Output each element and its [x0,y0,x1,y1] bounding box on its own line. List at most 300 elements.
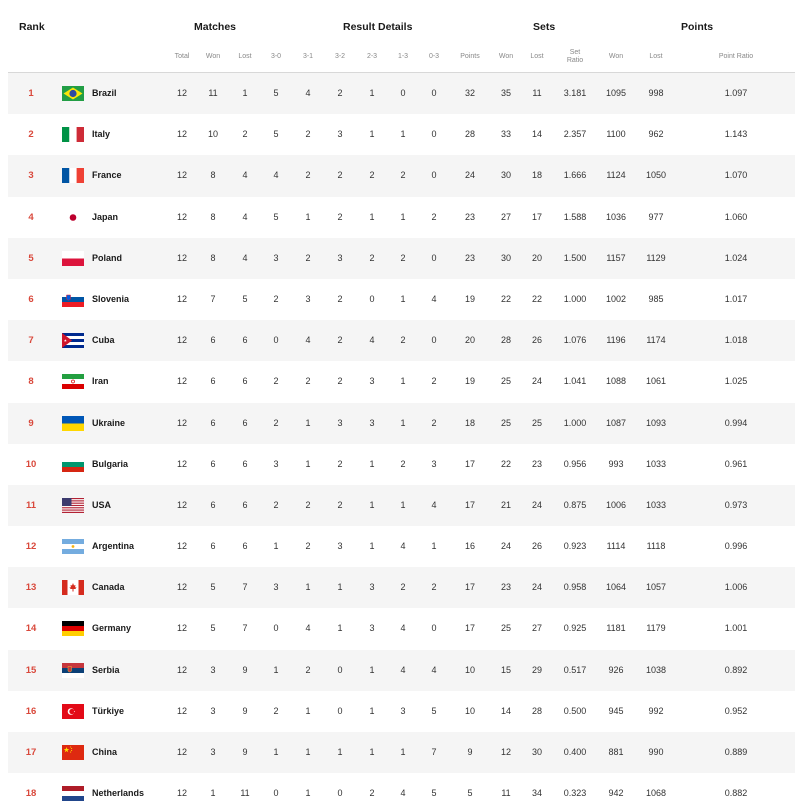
pts-lost-cell: 985 [648,293,664,304]
points-cell: 20 [464,335,476,346]
pts-lost-cell: 1057 [645,582,667,593]
sets-won-cell: 28 [500,335,512,346]
r30-cell: 3 [273,458,279,469]
lost-cell: 6 [242,458,248,469]
canada-flag-icon [62,580,84,595]
r03-cell: 3 [431,458,437,469]
col-points-lost[interactable]: Lost [649,53,663,60]
team-name[interactable]: Poland [92,252,123,263]
rank-header[interactable]: Rank [19,21,45,33]
sets-won-cell: 30 [500,170,512,181]
total-cell: 12 [176,88,188,98]
r31-cell: 4 [305,335,311,346]
sets-lost-cell: 26 [531,541,543,552]
set-ratio-cell: 1.000 [563,293,587,304]
r23-cell: 1 [369,747,375,757]
pts-won-cell: 945 [608,705,624,716]
set-ratio-cell: 0.323 [563,788,587,799]
sets-lost-cell: 24 [531,376,543,387]
pts-lost-cell: 998 [648,88,664,98]
pts-lost-cell: 1129 [646,252,666,263]
pts-lost-cell: 1050 [645,170,667,181]
r23-cell: 4 [369,335,375,346]
won-cell: 6 [210,335,216,346]
table-row[interactable] [8,73,795,114]
r30-cell: 0 [273,335,279,346]
r30-cell: 2 [273,705,279,716]
lost-cell: 9 [242,664,248,675]
r13-cell: 4 [400,541,406,552]
point-ratio-cell: 0.996 [724,541,748,552]
r32-cell: 2 [337,335,343,346]
lost-cell: 4 [242,170,248,181]
netherlands-flag-icon [62,786,84,801]
won-cell: 8 [210,170,216,181]
r32-cell: 2 [337,376,343,387]
team-name[interactable]: Türkiye [92,705,125,716]
col-3-2[interactable]: 3-2 [334,53,346,60]
r30-cell: 0 [273,788,279,799]
set-ratio-cell: 0.875 [563,499,587,510]
pts-won-cell: 1064 [605,582,627,593]
set-ratio-cell: 0.923 [563,541,587,552]
won-cell: 5 [210,582,216,593]
r13-cell: 4 [400,623,406,634]
pts-won-cell: 1002 [605,293,627,304]
point-ratio-cell: 0.973 [724,499,748,510]
point-ratio-cell: 0.882 [724,788,748,799]
r31-cell: 2 [305,252,311,263]
sets-lost-cell: 28 [531,705,543,716]
france-flag-icon [62,168,84,183]
rank-cell: 9 [28,417,34,429]
cuba-flag-icon [62,333,84,348]
total-cell: 12 [176,335,188,346]
sets-won-cell: 24 [500,541,512,552]
total-cell: 12 [176,458,188,469]
r13-cell: 1 [400,129,406,140]
r13-cell: 1 [400,499,406,510]
sets-won-cell: 30 [500,252,512,263]
pts-won-cell: 1088 [605,376,627,387]
r32-cell: 1 [337,582,343,593]
r13-cell: 2 [400,170,406,181]
team-name[interactable]: France [92,170,122,181]
rank-cell: 14 [25,623,37,635]
total-cell: 12 [176,499,188,510]
r31-cell: 1 [305,458,311,469]
r23-cell: 3 [369,417,375,428]
table-row[interactable] [8,567,795,608]
slovenia-flag-icon [62,292,84,307]
r32-cell: 2 [337,499,343,510]
table-row[interactable] [8,485,795,526]
sets-won-cell: 21 [500,499,512,510]
sets-header[interactable]: Sets [533,21,556,33]
point-ratio-cell: 1.097 [724,88,748,98]
point-ratio-cell: 1.143 [724,129,748,140]
rank-cell: 7 [28,335,34,347]
point-ratio-cell: 1.060 [724,211,748,222]
total-cell: 12 [176,129,188,140]
rank-cell: 5 [28,252,34,264]
table-row[interactable] [8,320,795,361]
total-cell: 12 [176,664,188,675]
team-name[interactable]: Italy [92,129,111,140]
set-ratio-cell: 0.956 [563,458,587,469]
sets-lost-cell: 24 [531,582,543,593]
sets-won-cell: 22 [500,293,512,304]
pts-won-cell: 1181 [606,623,626,634]
pts-lost-cell: 1033 [645,499,667,510]
r31-cell: 3 [305,293,311,304]
set-ratio-cell: 1.000 [563,417,587,428]
r23-cell: 1 [369,458,375,469]
r31-cell: 2 [305,664,311,675]
r30-cell: 1 [273,541,279,552]
lost-cell: 6 [242,335,248,346]
r30-cell: 2 [273,417,279,428]
result-details-header[interactable]: Result Details [343,21,413,33]
points-cell: 24 [464,170,476,181]
sets-lost-cell: 23 [531,458,543,469]
r32-cell: 2 [337,170,343,181]
r31-cell: 1 [305,417,311,428]
r32-cell: 3 [337,129,343,140]
rank-cell: 8 [28,376,34,388]
table-row[interactable] [8,279,795,320]
team-name[interactable]: China [92,747,118,757]
total-cell: 12 [176,211,188,222]
pts-won-cell: 926 [608,664,624,675]
team-name[interactable]: Canada [92,582,125,593]
point-ratio-cell: 1.070 [724,170,748,181]
r13-cell: 1 [400,417,406,428]
total-cell: 12 [176,582,188,593]
table-row[interactable] [8,444,795,485]
r31-cell: 1 [305,747,311,757]
col-set-ratio-line1: Set [569,49,581,56]
r03-cell: 4 [431,499,437,510]
sets-won-cell: 27 [500,211,512,222]
points-cell: 10 [464,664,476,675]
r31-cell: 1 [305,705,311,716]
pts-lost-cell: 1033 [645,458,667,469]
table-row[interactable] [8,238,795,279]
won-cell: 6 [210,541,216,552]
set-ratio-cell: 0.400 [563,747,587,757]
r23-cell: 1 [369,705,375,716]
germany-flag-icon [62,621,84,636]
point-ratio-cell: 0.892 [724,664,748,675]
r03-cell: 0 [431,623,437,634]
sets-lost-cell: 17 [531,211,543,222]
r23-cell: 3 [369,623,375,634]
table-column-header [8,40,795,73]
points-cell: 23 [464,211,476,222]
rank-cell: 10 [25,458,37,470]
points-cell: 17 [464,458,476,469]
china-flag-icon [62,745,84,760]
japan-flag-icon [62,210,84,225]
rank-cell: 2 [28,129,34,141]
table-row[interactable] [8,155,795,196]
pts-won-cell: 1114 [606,541,626,552]
team-name[interactable]: Brazil [92,88,117,98]
table-row[interactable] [8,773,795,810]
table-row[interactable] [8,403,795,444]
r13-cell: 4 [400,664,406,675]
lost-cell: 9 [242,747,248,757]
r32-cell: 0 [337,788,343,799]
table-row[interactable] [8,732,795,773]
total-cell: 12 [176,252,188,263]
r31-cell: 2 [305,541,311,552]
rank-cell: 17 [25,747,37,758]
total-cell: 12 [176,705,188,716]
sets-won-cell: 25 [500,417,512,428]
table-row[interactable] [8,526,795,567]
col-points[interactable]: Points [460,53,480,60]
pts-won-cell: 1124 [606,170,626,181]
r30-cell: 3 [273,252,279,263]
pts-won-cell: 993 [608,458,624,469]
rank-cell: 18 [25,788,37,800]
col-points-won[interactable]: Won [608,53,624,60]
total-cell: 12 [176,417,188,428]
r13-cell: 2 [400,252,406,263]
won-cell: 11 [208,88,218,98]
col-1-3[interactable]: 1-3 [397,53,409,60]
team-name[interactable]: USA [92,499,112,510]
team-name[interactable]: Germany [92,623,132,634]
col-0-3[interactable]: 0-3 [428,53,440,60]
rank-cell: 12 [25,541,37,553]
points-cell: 10 [464,705,476,716]
sets-lost-cell: 24 [531,499,543,510]
r30-cell: 5 [273,129,279,140]
r03-cell: 0 [431,170,437,181]
pts-won-cell: 1100 [606,129,626,140]
table-row[interactable] [8,114,795,155]
r03-cell: 4 [431,293,437,304]
team-name[interactable]: Japan [92,211,119,222]
col-lost[interactable]: Lost [238,53,252,60]
pts-lost-cell: 1174 [646,335,666,346]
r23-cell: 1 [369,88,375,98]
r23-cell: 1 [369,664,375,675]
r32-cell: 3 [337,541,343,552]
r23-cell: 3 [369,376,375,387]
r31-cell: 1 [305,582,311,593]
r30-cell: 5 [273,211,279,222]
sets-lost-cell: 25 [531,417,543,428]
poland-flag-icon [62,251,84,266]
pts-lost-cell: 1061 [645,376,667,387]
ukraine-flag-icon [62,416,84,431]
col-3-1[interactable]: 3-1 [302,53,314,60]
pts-won-cell: 942 [608,788,624,799]
col-point-ratio[interactable]: Point Ratio [718,53,754,60]
team-name[interactable]: Netherlands [92,788,145,799]
col-set-ratio[interactable] [567,49,583,65]
pts-lost-cell: 1093 [645,417,667,428]
won-cell: 3 [210,705,216,716]
r03-cell: 2 [431,582,437,593]
rank-cell: 1 [28,88,34,99]
r30-cell: 2 [273,499,279,510]
team-name[interactable]: Serbia [92,664,120,675]
team-name[interactable]: Iran [92,376,109,387]
col-3-0[interactable]: 3-0 [270,53,282,60]
lost-cell: 5 [242,293,248,304]
rank-cell: 15 [25,664,37,676]
total-cell: 12 [176,623,188,634]
total-cell: 12 [176,376,188,387]
table-row[interactable] [8,691,795,732]
r32-cell: 0 [337,664,343,675]
sets-lost-cell: 14 [531,129,543,140]
team-name[interactable]: Bulgaria [92,458,129,469]
team-name[interactable]: Cuba [92,335,115,346]
pts-lost-cell: 977 [648,211,664,222]
sets-lost-cell: 26 [531,335,543,346]
won-cell: 7 [210,293,216,304]
lost-cell: 6 [242,541,248,552]
set-ratio-cell: 3.181 [563,88,587,98]
points-cell: 28 [464,129,476,140]
table-row[interactable] [8,361,795,402]
r30-cell: 3 [273,582,279,593]
r23-cell: 1 [369,499,375,510]
r32-cell: 2 [337,293,343,304]
r03-cell: 0 [431,129,437,140]
sets-lost-cell: 18 [531,170,543,181]
col-total[interactable]: Total [174,53,190,60]
r03-cell: 5 [431,705,437,716]
table-row[interactable] [8,197,795,238]
team-name[interactable]: Argentina [92,541,135,552]
pts-won-cell: 1196 [606,335,626,346]
sets-lost-cell: 22 [531,293,543,304]
lost-cell: 6 [242,417,248,428]
sets-won-cell: 25 [500,376,512,387]
table-row[interactable] [8,650,795,691]
sets-won-cell: 12 [500,747,512,757]
lost-cell: 6 [242,376,248,387]
points-cell: 23 [464,252,476,263]
rank-cell: 4 [28,211,34,223]
sets-won-cell: 15 [500,664,512,675]
r13-cell: 4 [400,788,406,799]
pts-won-cell: 881 [608,747,624,757]
r03-cell: 0 [431,88,437,98]
points-cell: 19 [464,376,476,387]
pts-lost-cell: 1038 [645,664,667,675]
r23-cell: 2 [369,788,375,799]
lost-cell: 11 [240,788,250,799]
lost-cell: 4 [242,211,248,222]
won-cell: 8 [210,211,216,222]
team-name[interactable]: Slovenia [92,293,130,304]
matches-header[interactable]: Matches [194,21,237,33]
r13-cell: 0 [400,88,406,98]
lost-cell: 6 [242,499,248,510]
won-cell: 10 [207,129,219,140]
won-cell: 8 [210,252,216,263]
col-2-3[interactable]: 2-3 [366,53,378,60]
sets-won-cell: 35 [500,88,512,98]
sets-won-cell: 33 [500,129,512,140]
rank-cell: 11 [25,499,37,511]
sets-won-cell: 11 [501,788,511,799]
pts-lost-cell: 1068 [645,788,667,799]
total-cell: 12 [176,541,188,552]
points-cell: 9 [467,747,473,757]
r03-cell: 4 [431,664,437,675]
r32-cell: 2 [337,88,343,98]
lost-cell: 7 [242,623,248,634]
r31-cell: 2 [305,170,311,181]
won-cell: 3 [210,664,216,675]
r31-cell: 2 [305,376,311,387]
r30-cell: 1 [273,664,279,675]
r23-cell: 1 [369,541,375,552]
r31-cell: 1 [305,788,311,799]
lost-cell: 1 [242,88,248,98]
points-cell: 18 [464,417,476,428]
sets-lost-cell: 11 [532,88,542,98]
set-ratio-cell: 1.041 [563,376,587,387]
table-body [8,73,795,810]
sets-lost-cell: 20 [531,252,543,263]
r31-cell: 2 [305,499,311,510]
r30-cell: 2 [273,293,279,304]
r31-cell: 2 [305,129,311,140]
bulgaria-flag-icon [62,457,84,472]
set-ratio-cell: 0.925 [563,623,587,634]
r03-cell: 0 [431,252,437,263]
r32-cell: 0 [337,705,343,716]
table-row[interactable] [8,608,795,649]
r32-cell: 1 [337,747,343,757]
col-sets-lost[interactable]: Lost [530,53,544,60]
set-ratio-cell: 2.357 [563,129,587,140]
sets-lost-cell: 34 [531,788,543,799]
r23-cell: 1 [369,129,375,140]
team-name[interactable]: Ukraine [92,417,126,428]
won-cell: 6 [210,458,216,469]
col-won[interactable]: Won [205,53,221,60]
r30-cell: 5 [273,88,279,98]
rank-cell: 3 [28,170,34,182]
pts-won-cell: 1006 [605,499,627,510]
total-cell: 12 [176,170,188,181]
sets-won-cell: 14 [500,705,512,716]
col-sets-won[interactable]: Won [498,53,514,60]
won-cell: 5 [210,623,216,634]
r32-cell: 3 [337,252,343,263]
point-ratio-cell: 0.961 [724,458,748,469]
usa-flag-icon [62,498,84,513]
sets-won-cell: 25 [500,623,512,634]
r23-cell: 2 [369,252,375,263]
r30-cell: 0 [273,623,279,634]
set-ratio-cell: 1.076 [563,335,587,346]
won-cell: 6 [210,376,216,387]
set-ratio-cell: 0.517 [563,664,587,675]
points-header[interactable]: Points [681,21,714,33]
